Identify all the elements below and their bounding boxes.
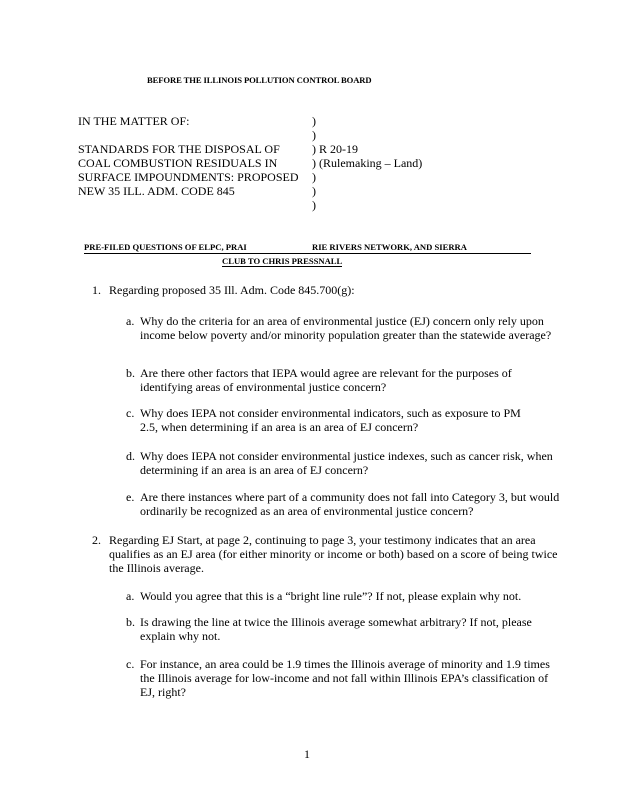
- question-text: Why does IEPA not consider environmental justice indexes, such as cancer risk, when determining if an area is an area of EJ concern?: [140, 449, 553, 477]
- question-1a: [126, 314, 566, 356]
- question-letter: b.: [126, 615, 135, 629]
- rulemaking-type: ) (Rulemaking – Land): [312, 156, 423, 170]
- question-2b: [126, 615, 581, 643]
- caption-line: IN THE MATTER OF:: [78, 114, 190, 128]
- question-letter: a.: [126, 314, 135, 328]
- caption-line: SURFACE IMPOUNDMENTS: PROPOSED: [78, 170, 299, 184]
- caption-line: COAL COMBUSTION RESIDUALS IN: [78, 156, 278, 170]
- question-letter: b.: [126, 366, 135, 380]
- question-number: 1.: [92, 283, 101, 297]
- caption-paren: ): [312, 198, 316, 212]
- caption-left: [78, 114, 299, 212]
- prefiled-heading: [84, 242, 531, 254]
- question-1d: [126, 449, 566, 477]
- page-number: 1: [304, 747, 310, 761]
- question-letter: a.: [126, 589, 135, 603]
- caption-right: [312, 114, 422, 212]
- question-text: Why does IEPA not consider environmental indicators, such as exposure to PM 2.5, when determining if an area is an area of EJ concern?: [140, 406, 521, 434]
- caption-line: [78, 198, 299, 212]
- prefiled-heading-right: RIE RIVERS NETWORK, AND SIERRA: [312, 242, 467, 252]
- question-text: Would you agree that this is a “bright line rule”? If not, please explain why not.: [140, 589, 522, 603]
- question-2c: [126, 657, 581, 699]
- question-1e: [126, 490, 581, 518]
- question-2: [92, 533, 572, 575]
- question-text: Why do the criteria for an area of environmental justice (EJ) concern only rely upon income below poverty and/or minority population greater than the statewide average?: [140, 314, 552, 342]
- caption-line: [78, 128, 299, 142]
- docket-number: ) R 20-19: [312, 142, 358, 156]
- question-text: Are there other factors that IEPA would agree are relevant for the purposes of identifying areas of environmental justice concern?: [140, 366, 512, 394]
- question-letter: d.: [126, 449, 135, 463]
- caption-line: STANDARDS FOR THE DISPOSAL OF: [78, 142, 280, 156]
- question-text: Regarding EJ Start, at page 2, continuing to page 3, your testimony indicates that an area qualifies as an EJ area (for either minority or income or both) based on a score of being twice the Illinois average.: [109, 533, 558, 575]
- question-1: [92, 283, 502, 297]
- caption-line: NEW 35 ILL. ADM. CODE 845: [78, 184, 235, 198]
- question-number: 2.: [92, 533, 101, 547]
- question-letter: c.: [126, 406, 135, 420]
- question-text: For instance, an area could be 1.9 times the Illinois average of minority and 1.9 times the Illinois average for low-income and not fall within Illinois EPA’s classification of EJ, right?: [140, 657, 550, 699]
- question-text: Regarding proposed 35 Ill. Adm. Code 845.700(g):: [109, 283, 355, 297]
- question-1b: [126, 366, 566, 394]
- board-heading: BEFORE THE ILLINOIS POLLUTION CONTROL BOARD: [147, 75, 372, 85]
- caption-paren: ): [312, 114, 316, 128]
- question-1c: [126, 406, 566, 434]
- question-2a: [126, 589, 581, 603]
- question-letter: c.: [126, 657, 135, 671]
- caption-paren: ): [312, 170, 316, 184]
- caption-paren: ): [312, 128, 316, 142]
- question-text: Is drawing the line at twice the Illinois average somewhat arbitrary? If not, please explain why not.: [140, 615, 532, 643]
- question-letter: e.: [126, 490, 135, 504]
- prefiled-heading-left: PRE-FILED QUESTIONS OF ELPC, PRAI: [84, 242, 247, 252]
- question-text: Are there instances where part of a community does not fall into Category 3, but would ordinarily be recognized as an area of environmental justice concern?: [140, 490, 560, 518]
- prefiled-heading-line2: CLUB TO CHRIS PRESSNALL: [222, 256, 343, 266]
- caption-paren: ): [312, 184, 316, 198]
